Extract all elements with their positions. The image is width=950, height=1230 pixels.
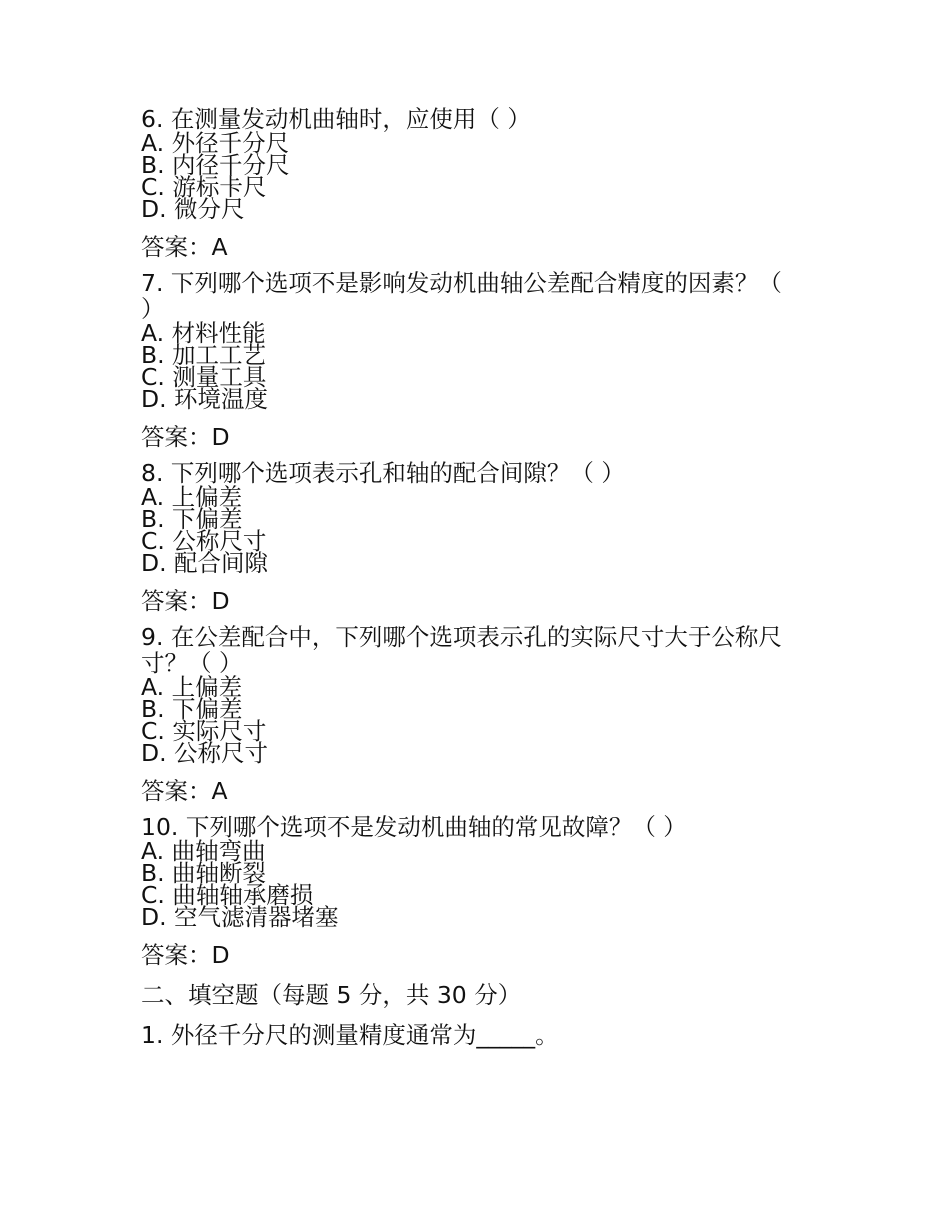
page-content xyxy=(141,106,801,1050)
question-stem: 6. 在测量发动机曲轴时，应使用（ ） xyxy=(141,105,531,133)
fill-question-1: 1. 外径千分尺的测量精度通常为_____。 xyxy=(141,1021,559,1049)
option-a: A. 外径千分尺 xyxy=(141,129,290,157)
question-8 xyxy=(141,460,801,616)
option-c: C. 实际尺寸 xyxy=(141,717,267,745)
option-b: B. 加工工艺 xyxy=(141,341,267,369)
option-a: A. 曲轴弯曲 xyxy=(141,837,266,865)
answer-line: 答案：A xyxy=(141,777,228,805)
option-d: D. 空气滤清器堵塞 xyxy=(141,903,339,931)
option-a: A. 上偏差 xyxy=(141,483,243,511)
option-b: B. 内径千分尺 xyxy=(141,151,290,179)
option-b: B. 曲轴断裂 xyxy=(141,859,267,887)
answer-line: 答案：A xyxy=(141,233,228,261)
answer-line: 答案：D xyxy=(141,423,230,451)
answer-line: 答案：D xyxy=(141,587,230,615)
question-6 xyxy=(141,106,801,262)
question-10 xyxy=(141,814,801,970)
question-7 xyxy=(141,270,801,452)
option-c: C. 公称尺寸 xyxy=(141,527,267,555)
question-9 xyxy=(141,624,801,806)
question-stem: 9. 在公差配合中，下列哪个选项表示孔的实际尺寸大于公称尺寸？（ ） xyxy=(141,623,782,677)
answer-line: 答案：D xyxy=(141,941,230,969)
section-heading: 二、填空题（每题 5 分，共 30 分） xyxy=(141,981,522,1009)
question-stem: 8. 下列哪个选项表示孔和轴的配合间隙？（ ） xyxy=(141,459,625,487)
option-c: C. 游标卡尺 xyxy=(141,173,267,201)
option-a: A. 材料性能 xyxy=(141,319,266,347)
option-d: D. 配合间隙 xyxy=(141,549,269,577)
option-b: B. 下偏差 xyxy=(141,505,243,533)
option-d: D. 微分尺 xyxy=(141,195,245,223)
option-d: D. 环境温度 xyxy=(141,385,269,413)
question-stem: 7. 下列哪个选项不是影响发动机曲轴公差配合精度的因素？（ ） xyxy=(141,269,782,323)
option-c: C. 曲轴轴承磨损 xyxy=(141,881,314,909)
option-c: C. 测量工具 xyxy=(141,363,267,391)
question-stem: 10. 下列哪个选项不是发动机曲轴的常见故障？（ ） xyxy=(141,813,687,841)
option-a: A. 上偏差 xyxy=(141,673,243,701)
option-d: D. 公称尺寸 xyxy=(141,739,269,767)
option-b: B. 下偏差 xyxy=(141,695,243,723)
